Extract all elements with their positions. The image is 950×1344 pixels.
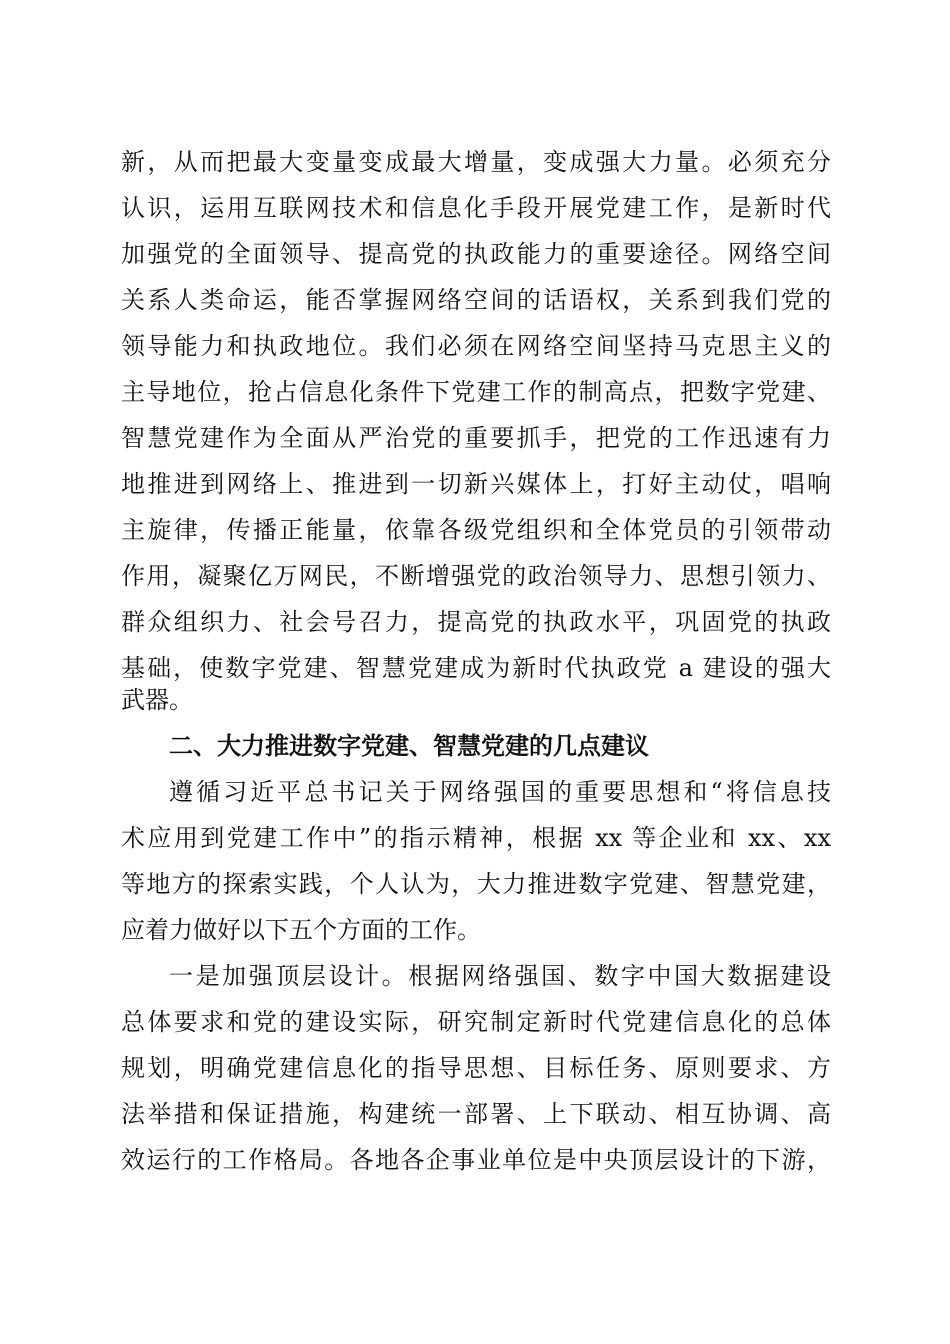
paragraph-lead-phrase: 一是加强顶层设计。 — [169, 962, 409, 990]
paragraph-line: 群众组织力、社会号召力，提高党的执政水平，巩固党的执政 — [121, 608, 831, 636]
paragraph-line: 领导能力和执政地位。我们必须在网络空间坚持马克思主义的 — [121, 332, 831, 360]
paragraph-line: 地推进到网络上、推进到一切新兴媒体上，打好主动仗，唱响 — [121, 470, 831, 498]
paragraph-line: 加强党的全面领导、提高党的执政能力的重要途径。网络空间 — [121, 240, 831, 268]
paragraph-line — [169, 961, 831, 991]
paragraph-line: 规划，明确党建信息化的指导思想、目标任务、原则要求、方 — [121, 1054, 831, 1082]
paragraph-line: 法举措和保证措施，构建统一部署、上下联动、相互协调、高 — [121, 1100, 831, 1128]
paragraph-line: 认识，运用互联网技术和信息化手段开展党建工作，是新时代 — [121, 194, 831, 222]
paragraph-line: 总体要求和党的建设实际，研究制定新时代党建信息化的总体 — [121, 1008, 831, 1036]
section-heading: 二、大力推进数字党建、智慧党建的几点建议 — [169, 732, 649, 760]
paragraph-line: 主旋律，传播正能量，依靠各级党组织和全体党员的引领带动 — [121, 516, 831, 544]
paragraph-text: 根据网络强国、数字中国大数据建设 — [408, 962, 831, 990]
paragraph-line: 关系人类命运，能否掌握网络空间的话语权，关系到我们党的 — [121, 286, 831, 314]
paragraph-line: 术应用到党建工作中”的指示精神，根据 xx 等企业和 xx、xx — [121, 824, 831, 852]
paragraph-line: 新，从而把最大变量变成最大增量，变成强大力量。必须充分 — [121, 148, 831, 176]
paragraph-line: 武器。 — [121, 686, 193, 714]
paragraph-line: 应着力做好以下五个方面的工作。 — [121, 916, 481, 944]
paragraph-line: 效运行的工作格局。各地各企事业单位是中央顶层设计的下游， — [121, 1146, 831, 1174]
paragraph-line: 智慧党建作为全面从严治党的重要抓手，把党的工作迅速有力 — [121, 424, 831, 452]
paragraph-line: 等地方的探索实践，个人认为，大力推进数字党建、智慧党建， — [121, 870, 831, 898]
paragraph-line: 遵循习近平总书记关于网络强国的重要思想和“将信息技 — [169, 778, 831, 806]
paragraph-line: 作用，凝聚亿万网民，不断增强党的政治领导力、思想引领力、 — [121, 562, 831, 590]
paragraph-line: 基础，使数字党建、智慧党建成为新时代执政党 a 建设的强大 — [121, 654, 831, 682]
paragraph-line: 主导地位，抢占信息化条件下党建工作的制高点，把数字党建、 — [121, 378, 831, 406]
